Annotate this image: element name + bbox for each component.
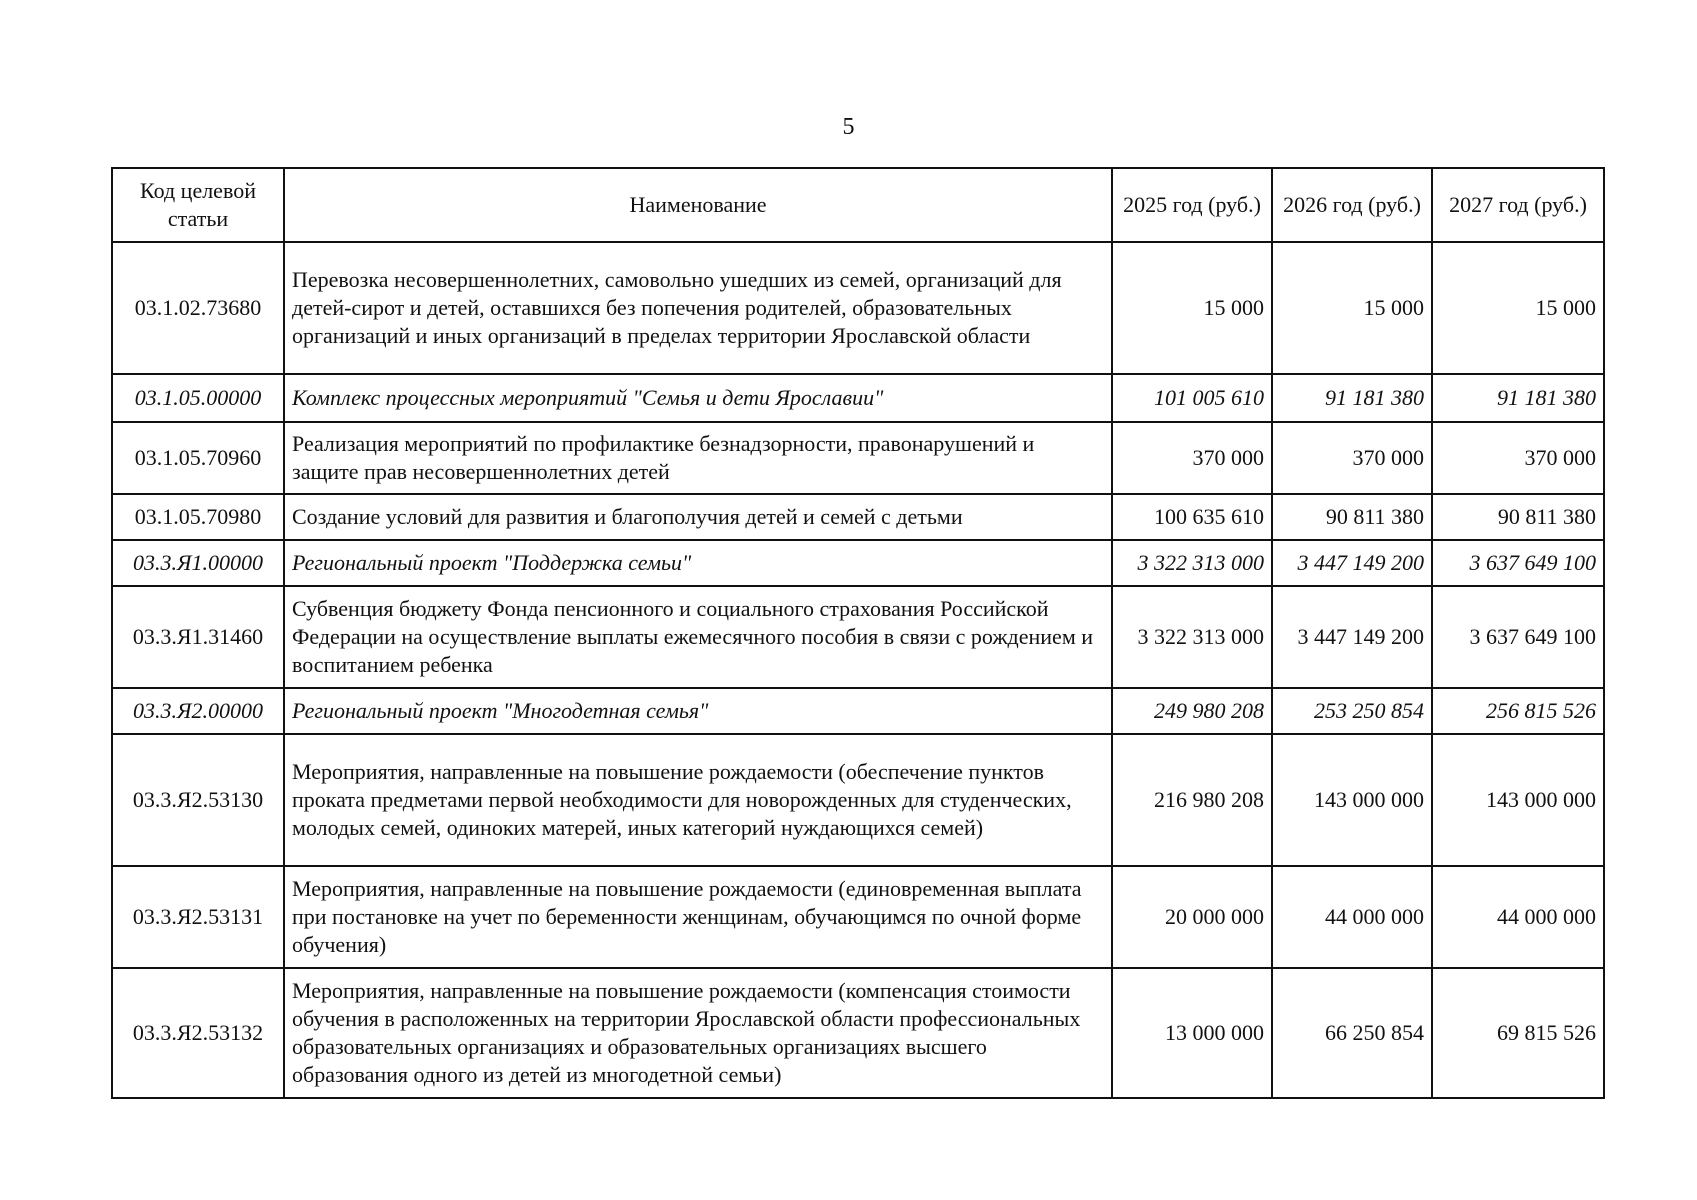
row-value-2026: 3 447 149 200 bbox=[1272, 586, 1432, 688]
row-value-2026: 66 250 854 bbox=[1272, 968, 1432, 1098]
row-value-2025: 3 322 313 000 bbox=[1112, 540, 1272, 586]
table-row bbox=[112, 374, 1604, 422]
row-code: 03.3.Я2.00000 bbox=[112, 688, 284, 734]
row-value-2027: 370 000 bbox=[1432, 422, 1604, 494]
row-name: Субвенция бюджету Фонда пенсионного и социального страхования Российской Федерации на осуществление выплаты ежемесячного пособия в связи с рождением и воспитанием ребенка bbox=[284, 586, 1112, 688]
row-value-2026: 3 447 149 200 bbox=[1272, 540, 1432, 586]
row-name: Мероприятия, направленные на повышение рождаемости (компенсация стоимости обучения в расположенных на территории Ярославской области профессиональных образовательных организациях и образовательных организациях высшего образования одного из детей из многодетной семьи) bbox=[284, 968, 1112, 1098]
row-value-2026: 91 181 380 bbox=[1272, 374, 1432, 422]
row-code: 03.1.05.70980 bbox=[112, 494, 284, 540]
budget-table bbox=[111, 167, 1605, 1099]
table-row bbox=[112, 968, 1604, 1098]
row-value-2026: 90 811 380 bbox=[1272, 494, 1432, 540]
row-value-2027: 69 815 526 bbox=[1432, 968, 1604, 1098]
row-code: 03.3.Я2.53130 bbox=[112, 734, 284, 866]
row-name: Региональный проект "Поддержка семьи" bbox=[284, 540, 1112, 586]
row-value-2025: 101 005 610 bbox=[1112, 374, 1272, 422]
table-row bbox=[112, 540, 1604, 586]
row-code: 03.3.Я1.00000 bbox=[112, 540, 284, 586]
row-value-2027: 143 000 000 bbox=[1432, 734, 1604, 866]
row-name: Перевозка несовершеннолетних, самовольно ушедших из семей, организаций для детей-сирот и детей, оставшихся без попечения родителей, образовательных организаций и иных организаций в пределах территории Ярославской области bbox=[284, 242, 1112, 374]
table-row bbox=[112, 422, 1604, 494]
row-value-2027: 44 000 000 bbox=[1432, 866, 1604, 968]
row-name: Мероприятия, направленные на повышение рождаемости (обеспечение пунктов проката предметами первой необходимости для новорожденных для студенческих, молодых семей, одиноких матерей, иных категорий нуждающихся семей) bbox=[284, 734, 1112, 866]
row-value-2025: 20 000 000 bbox=[1112, 866, 1272, 968]
row-value-2025: 15 000 bbox=[1112, 242, 1272, 374]
table-row bbox=[112, 242, 1604, 374]
row-value-2026: 143 000 000 bbox=[1272, 734, 1432, 866]
row-value-2027: 15 000 bbox=[1432, 242, 1604, 374]
page-number: 5 bbox=[842, 114, 855, 140]
row-value-2026: 15 000 bbox=[1272, 242, 1432, 374]
row-name: Создание условий для развития и благополучия детей и семей с детьми bbox=[284, 494, 1112, 540]
row-code: 03.3.Я2.53132 bbox=[112, 968, 284, 1098]
row-value-2025: 370 000 bbox=[1112, 422, 1272, 494]
table-row bbox=[112, 866, 1604, 968]
row-name: Мероприятия, направленные на повышение рождаемости (единовременная выплата при постановке на учет по беременности женщинам, обучающимся по очной форме обучения) bbox=[284, 866, 1112, 968]
row-name: Реализация мероприятий по профилактике безнадзорности, правонарушений и защите прав несовершеннолетних детей bbox=[284, 422, 1112, 494]
table-row bbox=[112, 494, 1604, 540]
header-name: Наименование bbox=[284, 168, 1112, 242]
row-value-2027: 91 181 380 bbox=[1432, 374, 1604, 422]
row-value-2025: 3 322 313 000 bbox=[1112, 586, 1272, 688]
header-code: Код целевой статьи bbox=[112, 168, 284, 242]
header-2025: 2025 год (руб.) bbox=[1112, 168, 1272, 242]
row-code: 03.1.02.73680 bbox=[112, 242, 284, 374]
row-name: Региональный проект "Многодетная семья" bbox=[284, 688, 1112, 734]
row-code: 03.1.05.70960 bbox=[112, 422, 284, 494]
header-2027: 2027 год (руб.) bbox=[1432, 168, 1604, 242]
row-value-2026: 253 250 854 bbox=[1272, 688, 1432, 734]
row-value-2027: 3 637 649 100 bbox=[1432, 586, 1604, 688]
table-row bbox=[112, 734, 1604, 866]
row-value-2025: 216 980 208 bbox=[1112, 734, 1272, 866]
row-code: 03.3.Я2.53131 bbox=[112, 866, 284, 968]
row-value-2026: 44 000 000 bbox=[1272, 866, 1432, 968]
row-code: 03.1.05.00000 bbox=[112, 374, 284, 422]
table-row bbox=[112, 586, 1604, 688]
table-row bbox=[112, 688, 1604, 734]
row-code: 03.3.Я1.31460 bbox=[112, 586, 284, 688]
row-value-2025: 249 980 208 bbox=[1112, 688, 1272, 734]
row-value-2027: 3 637 649 100 bbox=[1432, 540, 1604, 586]
row-name: Комплекс процессных мероприятий "Семья и дети Ярославии" bbox=[284, 374, 1112, 422]
table-header-row bbox=[112, 168, 1604, 242]
row-value-2025: 100 635 610 bbox=[1112, 494, 1272, 540]
row-value-2027: 256 815 526 bbox=[1432, 688, 1604, 734]
row-value-2026: 370 000 bbox=[1272, 422, 1432, 494]
header-2026: 2026 год (руб.) bbox=[1272, 168, 1432, 242]
row-value-2025: 13 000 000 bbox=[1112, 968, 1272, 1098]
row-value-2027: 90 811 380 bbox=[1432, 494, 1604, 540]
